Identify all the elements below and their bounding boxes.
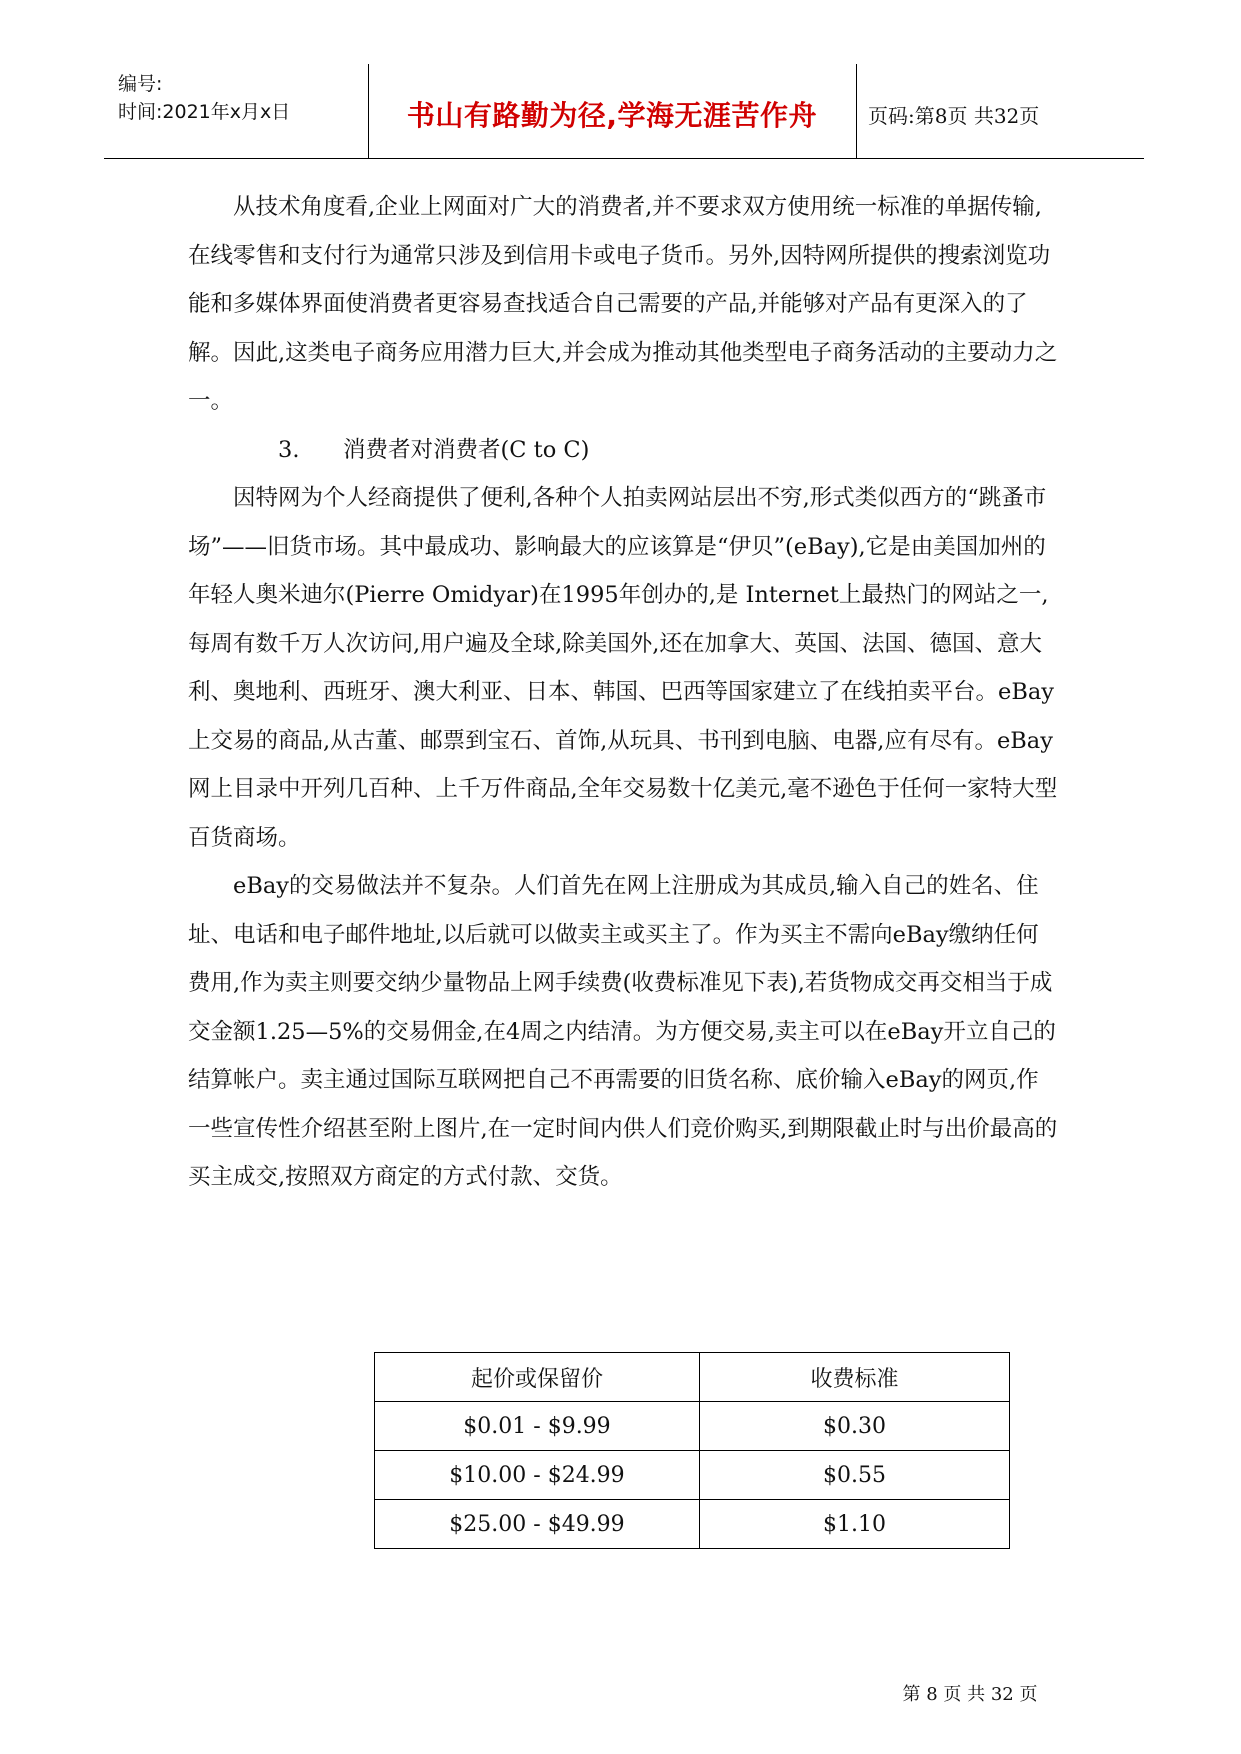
header-motto: 书山有路勤为径,学海无涯苦作舟	[406, 99, 818, 132]
header-meta	[118, 70, 368, 126]
paragraph: 从技术角度看,企业上网面对广大的消费者,并不要求双方使用统一标准的单据传输,在线零售和支付行为通常只涉及到信用卡或电子货币。另外,因特网所提供的搜索浏览功能和多媒体界面使消费者更容易查找适合自己需要的产品,并能够对产品有更深入的了解。因此,这类电子商务应用潜力巨大,并会成为推动其他类型电子商务活动的主要动力之一。	[188, 194, 1058, 414]
table-row	[375, 1500, 1010, 1549]
paragraph: 因特网为个人经商提供了便利,各种个人拍卖网站层出不穷,形式类似西方的“跳蚤市场”——旧货市场。其中最成功、影响最大的应该算是“伊贝”(eBay),它是由美国加州的年轻人奥米迪尔(Pierre Omidyar)在1995年创办的,是 Internet上最热门的网站之一,每周有数千万人次访问,用户遍及全球,除美国外,还在加拿大、英国、法国、德国、意大利、奥地利、西班牙、澳大利亚、日本、韩国、巴西等国家建立了在线拍卖平台。eBay上交易的商品,从古董、邮票到宝石、首饰,从玩具、书刊到电脑、电器,应有尽有。eBay网上目录中开列几百种、上千万件商品,全年交易数十亿美元,毫不逊色于任何一家特大型百货商场。	[188, 485, 1058, 851]
table-row	[375, 1451, 1010, 1500]
page-footer: 第 8 页 共 32 页	[902, 1684, 1038, 1705]
serial-label: 编号:	[118, 73, 163, 95]
table-cell: $0.55	[700, 1451, 1010, 1500]
document-body	[188, 183, 1058, 1202]
table-cell: $1.10	[700, 1500, 1010, 1549]
table-header-cell: 收费标准	[700, 1353, 1010, 1402]
section-title: 消费者对消费者(C to C)	[343, 436, 590, 463]
table-row	[375, 1402, 1010, 1451]
table-header-cell: 起价或保留价	[375, 1353, 700, 1402]
table-cell: $0.01 - $9.99	[375, 1402, 700, 1451]
time-label: 时间:2021年x月x日	[118, 101, 291, 123]
header-divider	[368, 64, 369, 158]
section-number: 3.	[278, 436, 300, 463]
table-cell: $10.00 - $24.99	[375, 1451, 700, 1500]
section-heading	[188, 426, 1058, 475]
table-header-row	[375, 1353, 1010, 1402]
table-cell: $0.30	[700, 1402, 1010, 1451]
fee-table	[374, 1352, 1010, 1549]
table-cell: $25.00 - $49.99	[375, 1500, 700, 1549]
paragraph: eBay的交易做法并不复杂。人们首先在网上注册成为其成员,输入自己的姓名、住址、电话和电子邮件地址,以后就可以做卖主或买主了。作为买主不需向eBay缴纳任何费用,作为卖主则要交纳少量物品上网手续费(收费标准见下表),若货物成交再交相当于成交金额1.25—5%的交易佣金,在4周之内结清。为方便交易,卖主可以在eBay开立自己的结算帐户。卖主通过国际互联网把自己不再需要的旧货名称、底价输入eBay的网页,作一些宣传性介绍甚至附上图片,在一定时间内供人们竞价购买,到期限截止时与出价最高的买主成交,按照双方商定的方式付款、交货。	[188, 873, 1058, 1190]
page-header	[104, 64, 1144, 159]
header-page-info: 页码:第8页 共32页	[868, 104, 1040, 128]
header-rule	[104, 158, 1144, 159]
header-divider	[856, 64, 857, 158]
